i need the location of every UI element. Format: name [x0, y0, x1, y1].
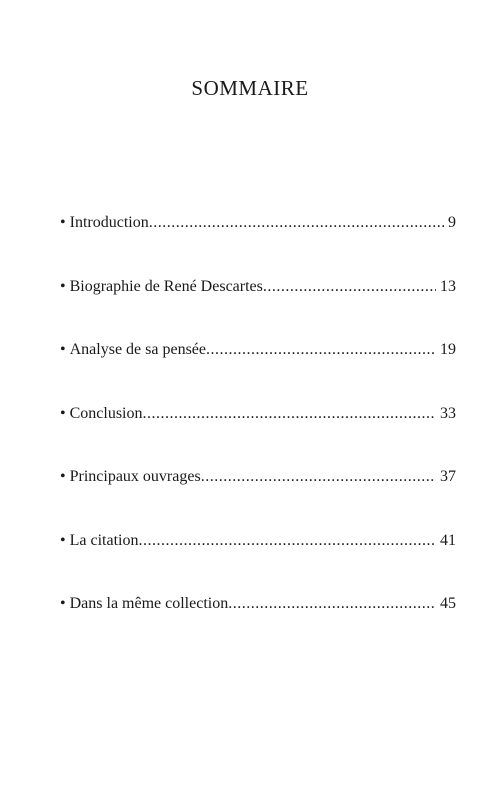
toc-entry-dans-la-meme-collection[interactable]	[60, 594, 456, 658]
bullet: •	[60, 277, 66, 295]
toc-entry-label: Biographie de René Descartes	[69, 277, 263, 295]
toc-entry-page-number: 19	[440, 341, 456, 358]
toc-entry-label: Analyse de sa pensée	[69, 341, 206, 358]
bullet: •	[60, 341, 66, 358]
bullet: •	[60, 595, 66, 612]
dot-leader	[201, 467, 436, 487]
toc-entry-label: Dans la même collection	[69, 595, 229, 612]
toc-entry-page-number: 33	[440, 404, 456, 422]
toc-entry-page-number: 41	[440, 531, 456, 549]
dot-leader	[228, 594, 436, 614]
toc-entry-biographie[interactable]	[60, 277, 456, 341]
toc-entry-introduction[interactable]	[60, 213, 456, 277]
toc-entry-principaux-ouvrages[interactable]	[60, 467, 456, 531]
page-title: SOMMAIRE	[191, 76, 309, 100]
toc-entry-label: Principaux ouvrages	[69, 468, 201, 485]
toc-entry-page-number: 9	[448, 214, 456, 231]
toc-entry-page-number: 13	[440, 277, 456, 295]
bullet: •	[60, 214, 66, 231]
toc-entry-la-citation[interactable]	[60, 531, 456, 595]
dot-leader	[143, 404, 437, 424]
toc-entry-analyse[interactable]	[60, 340, 456, 404]
toc-entry-label: Introduction	[69, 214, 149, 231]
bullet: •	[60, 531, 66, 549]
toc-entry-conclusion[interactable]	[60, 404, 456, 468]
toc-entry-label: La citation	[69, 531, 139, 549]
toc-entry-page-number: 45	[440, 595, 456, 612]
bullet: •	[60, 468, 66, 485]
dot-leader	[263, 277, 436, 297]
dot-leader	[149, 213, 444, 233]
dot-leader	[206, 340, 436, 360]
dot-leader	[138, 531, 436, 551]
bullet: •	[60, 404, 66, 422]
table-of-contents	[60, 213, 456, 658]
toc-entry-page-number: 37	[440, 468, 456, 485]
toc-entry-label: Conclusion	[69, 404, 143, 422]
